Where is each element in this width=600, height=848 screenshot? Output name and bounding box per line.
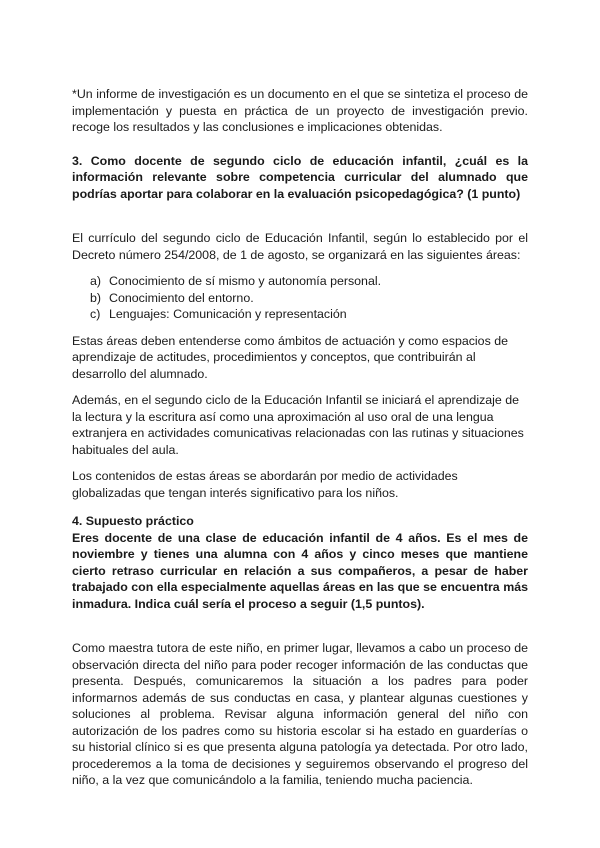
intro-note: *Un informe de investigación es un documento en el que se sintetiza el proceso de implementación y puesta en práctica de un proyecto de investigación previo. recoge los resultados y las conclusiones e implicaciones obtenidas. — [72, 87, 528, 134]
list-marker: a) — [90, 274, 102, 288]
section-4-case: Eres docente de una clase de educación infantil de 4 años. Es el mes de noviembre y tienes una alumna con 4 años y cinco meses que mantiene cierto retraso curricular en relación a sus compañeros, a pesar de haber trabajado con ella especialmente aquellas áreas en las que se encuentra más inmadura. Indica cuál sería el proceso a seguir (1,5 puntos). — [72, 530, 528, 611]
answer-4: Como maestra tutora de este niño, en primer lugar, llevamos a cabo un proceso de observación directa del niño para poder recoger información de las conductas que presenta. Después, comunicaremos la situación a los padres para poder informarnos además de sus conductas en casa, y plantear algunas cuestiones y soluciones al problema. Revisar alguna información general del niño con autorización de los padres como su historia escolar si ha estado en guarderías o su historial clínico si es que presenta alguna patología ya detectada. Por otro lado, procederemos a la toma de decisiones y seguiremos observando el progreso del niño, a la vez que comunicándolo a la familia, teniendo mucha paciencia. — [72, 641, 528, 787]
list-item — [90, 273, 528, 290]
contents-paragraph: Los contenidos de estas áreas se abordarán por medio de actividades globalizadas que tengan interés significativo para los niños. — [72, 469, 458, 500]
question-3: 3. Como docente de segundo ciclo de educación infantil, ¿cuál es la información relevante sobre competencia curricular del alumnado que podrías aportar para colaborar en la evaluación psicopedagógica? (1 punto) — [72, 153, 528, 201]
list-item — [90, 290, 528, 307]
list-item-text: Conocimiento del entorno. — [109, 290, 254, 305]
document-page — [72, 86, 528, 789]
curriculum-intro: El currículo del segundo ciclo de Educación Infantil, según lo establecido por el Decreto número 254/2008, de 1 de agosto, se organizará en las siguientes áreas: — [72, 231, 528, 262]
list-marker: c) — [90, 307, 101, 321]
list-item-text: Conocimiento de sí mismo y autonomía personal. — [109, 274, 382, 288]
list-marker: b) — [90, 290, 102, 305]
areas-list — [72, 273, 528, 323]
language-paragraph: Además, en el segundo ciclo de la Educación Infantil se iniciará el aprendizaje de la lectura y la escritura así como una aproximación al uso oral de una lengua extranjera en actividades comunicativas relacionadas con las rutinas y situaciones habituales del aula. — [72, 393, 524, 457]
list-item-text: Lenguajes: Comunicación y representación — [109, 307, 347, 321]
section-4-heading: 4. Supuesto práctico — [72, 514, 194, 528]
areas-paragraph: Estas áreas deben entenderse como ámbitos de actuación y como espacios de aprendizaje de actitudes, procedimientos y conceptos, que contribuirán al desarrollo del alumnado. — [72, 333, 508, 381]
list-item — [90, 306, 528, 323]
